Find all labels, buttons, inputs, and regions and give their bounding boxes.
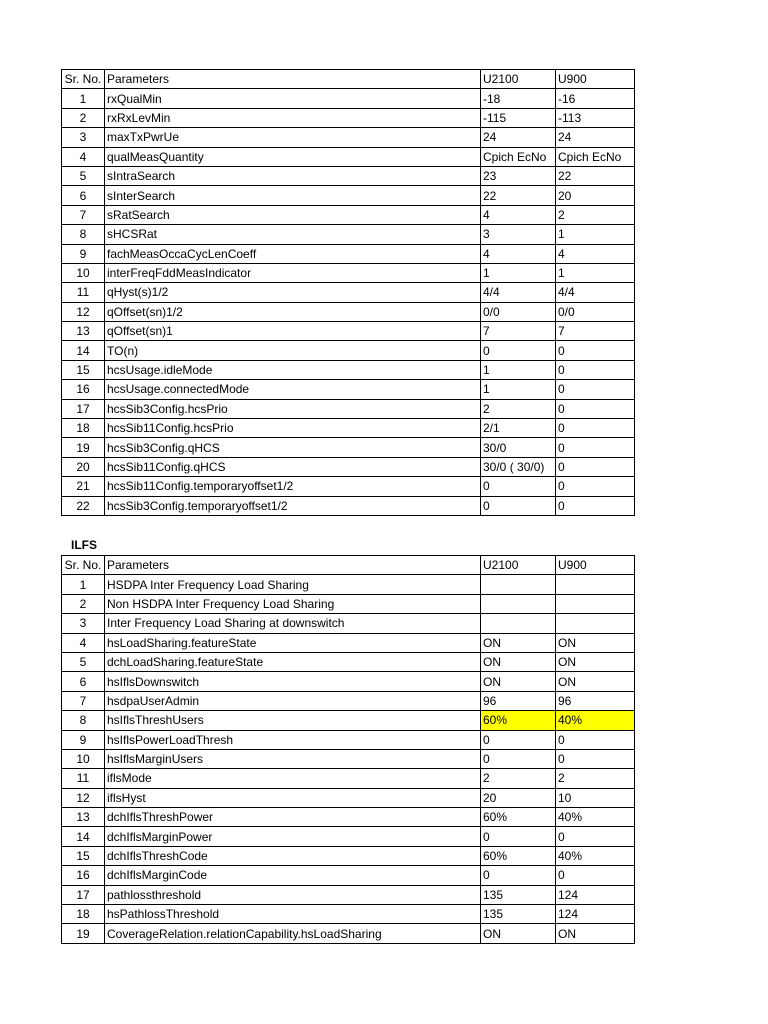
u2100-cell: 0 (481, 496, 556, 515)
parameters-table-body (62, 70, 635, 516)
u2100-cell: 1 (481, 360, 556, 379)
table-row (62, 749, 635, 768)
table-row (62, 205, 635, 224)
parameter-cell: dchIflsMarginPower (105, 827, 481, 846)
parameter-cell: sHCSRat (105, 225, 481, 244)
u900-cell: ON (556, 672, 635, 691)
parameter-cell: Non HSDPA Inter Frequency Load Sharing (105, 594, 481, 613)
header-row (62, 556, 635, 575)
column-header: U2100 (481, 556, 556, 575)
u2100-cell: 22 (481, 186, 556, 205)
sr-no-cell: 18 (62, 905, 105, 924)
table-row (62, 769, 635, 788)
parameter-cell: hcsSib11Config.temporaryoffset1/2 (105, 477, 481, 496)
sr-no-cell: 11 (62, 769, 105, 788)
parameter-cell: dchIflsMarginCode (105, 866, 481, 885)
u900-cell: 2 (556, 205, 635, 224)
u2100-cell: 0 (481, 827, 556, 846)
parameter-cell: sIntraSearch (105, 166, 481, 185)
table-row (62, 496, 635, 515)
table-row (62, 691, 635, 710)
u900-cell: 4/4 (556, 283, 635, 302)
parameter-cell: dchIflsThreshCode (105, 846, 481, 865)
table-row (62, 244, 635, 263)
u2100-cell: Cpich EcNo (481, 147, 556, 166)
u2100-cell: 0 (481, 341, 556, 360)
table-row (62, 633, 635, 652)
u900-cell: ON (556, 924, 635, 943)
table-row (62, 399, 635, 418)
u2100-cell: 1 (481, 380, 556, 399)
u900-cell: 0 (556, 827, 635, 846)
sr-no-cell: 6 (62, 672, 105, 691)
table-row (62, 186, 635, 205)
u2100-cell: 135 (481, 885, 556, 904)
u900-cell: 0 (556, 866, 635, 885)
table-row (62, 360, 635, 379)
sr-no-cell: 12 (62, 302, 105, 321)
sr-no-cell: 8 (62, 711, 105, 730)
sr-no-cell: 13 (62, 322, 105, 341)
u900-cell: 10 (556, 788, 635, 807)
table-row (62, 457, 635, 476)
u2100-cell: -18 (481, 89, 556, 108)
table-row (62, 827, 635, 846)
u900-cell: 1 (556, 225, 635, 244)
u900-cell: 0 (556, 477, 635, 496)
u2100-cell (481, 614, 556, 633)
parameter-cell: hcsSib11Config.hcsPrio (105, 419, 481, 438)
sr-no-cell: 19 (62, 924, 105, 943)
u2100-cell: 135 (481, 905, 556, 924)
u900-cell: -16 (556, 89, 635, 108)
sr-no-cell: 7 (62, 205, 105, 224)
u2100-cell: ON (481, 924, 556, 943)
table-row (62, 477, 635, 496)
sr-no-cell: 5 (62, 166, 105, 185)
u2100-cell: 0 (481, 477, 556, 496)
table-row (62, 147, 635, 166)
u2100-cell: 0 (481, 749, 556, 768)
u2100-cell: ON (481, 652, 556, 671)
u2100-cell: 2/1 (481, 419, 556, 438)
table-row (62, 924, 635, 943)
sr-no-cell: 17 (62, 885, 105, 904)
u2100-cell: 24 (481, 128, 556, 147)
column-header: Sr. No. (62, 556, 105, 575)
header-row (62, 70, 635, 89)
table-row (62, 225, 635, 244)
u900-cell: 0 (556, 749, 635, 768)
table-row (62, 283, 635, 302)
parameter-cell: hcsUsage.idleMode (105, 360, 481, 379)
table-row (62, 263, 635, 282)
parameter-cell: hsIflsDownswitch (105, 672, 481, 691)
parameter-cell: hcsSib11Config.qHCS (105, 457, 481, 476)
parameter-cell: rxQualMin (105, 89, 481, 108)
sr-no-cell: 9 (62, 730, 105, 749)
u900-cell: 7 (556, 322, 635, 341)
u900-cell (556, 614, 635, 633)
parameter-cell: qOffset(sn)1/2 (105, 302, 481, 321)
sr-no-cell: 2 (62, 108, 105, 127)
sr-no-cell: 15 (62, 846, 105, 865)
u900-cell: 40% (556, 711, 635, 730)
sr-no-cell: 3 (62, 128, 105, 147)
parameter-cell: hsIflsMarginUsers (105, 749, 481, 768)
u900-cell: 24 (556, 128, 635, 147)
u900-cell: 22 (556, 166, 635, 185)
parameter-cell: sInterSearch (105, 186, 481, 205)
sr-no-cell: 19 (62, 438, 105, 457)
parameters-table (61, 69, 635, 516)
sr-no-cell: 1 (62, 575, 105, 594)
column-header: U900 (556, 70, 635, 89)
u900-cell: 0 (556, 360, 635, 379)
u2100-cell: 23 (481, 166, 556, 185)
table-row (62, 866, 635, 885)
u900-cell: 1 (556, 263, 635, 282)
u900-cell: 40% (556, 846, 635, 865)
column-header: Sr. No. (62, 70, 105, 89)
parameter-cell: dchLoadSharing.featureState (105, 652, 481, 671)
sr-no-cell: 3 (62, 614, 105, 633)
sr-no-cell: 15 (62, 360, 105, 379)
sr-no-cell: 22 (62, 496, 105, 515)
u2100-cell (481, 594, 556, 613)
u900-cell: 0 (556, 496, 635, 515)
u900-cell: ON (556, 652, 635, 671)
u900-cell: 0 (556, 730, 635, 749)
sr-no-cell: 17 (62, 399, 105, 418)
sr-no-cell: 4 (62, 147, 105, 166)
ilfs-table (61, 555, 635, 944)
parameter-cell: hcsSib3Config.hcsPrio (105, 399, 481, 418)
parameter-cell: hsIflsThreshUsers (105, 711, 481, 730)
table-row (62, 672, 635, 691)
u2100-cell: 0/0 (481, 302, 556, 321)
parameter-cell: HSDPA Inter Frequency Load Sharing (105, 575, 481, 594)
column-header: Parameters (105, 70, 481, 89)
u900-cell: 40% (556, 808, 635, 827)
parameter-cell: dchIflsThreshPower (105, 808, 481, 827)
parameter-cell: qualMeasQuantity (105, 147, 481, 166)
u2100-cell: 60% (481, 711, 556, 730)
sr-no-cell: 9 (62, 244, 105, 263)
parameter-cell: maxTxPwrUe (105, 128, 481, 147)
u2100-cell: 96 (481, 691, 556, 710)
column-header: U2100 (481, 70, 556, 89)
parameter-cell: hcsSib3Config.qHCS (105, 438, 481, 457)
sr-no-cell: 21 (62, 477, 105, 496)
u900-cell: 4 (556, 244, 635, 263)
sr-no-cell: 2 (62, 594, 105, 613)
u2100-cell: 4 (481, 244, 556, 263)
parameter-cell: hcsSib3Config.temporaryoffset1/2 (105, 496, 481, 515)
parameter-cell: interFreqFddMeasIndicator (105, 263, 481, 282)
sr-no-cell: 14 (62, 341, 105, 360)
column-header: Parameters (105, 556, 481, 575)
parameter-cell: hcsUsage.connectedMode (105, 380, 481, 399)
table-row (62, 341, 635, 360)
table-row (62, 808, 635, 827)
sr-no-cell: 10 (62, 263, 105, 282)
sr-no-cell: 12 (62, 788, 105, 807)
parameter-cell: iflsHyst (105, 788, 481, 807)
u2100-cell: ON (481, 633, 556, 652)
u2100-cell: 0 (481, 866, 556, 885)
u2100-cell: 30/0 (481, 438, 556, 457)
u2100-cell: 60% (481, 846, 556, 865)
u2100-cell: 0 (481, 730, 556, 749)
sr-no-cell: 8 (62, 225, 105, 244)
u2100-cell: 60% (481, 808, 556, 827)
u2100-cell: 2 (481, 399, 556, 418)
u900-cell: Cpich EcNo (556, 147, 635, 166)
parameter-cell: fachMeasOccaCycLenCoeff (105, 244, 481, 263)
u900-cell: 124 (556, 885, 635, 904)
ilfs-table-body (62, 556, 635, 944)
table-row (62, 380, 635, 399)
u2100-cell: -115 (481, 108, 556, 127)
parameter-cell: TO(n) (105, 341, 481, 360)
sr-no-cell: 7 (62, 691, 105, 710)
u2100-cell (481, 575, 556, 594)
u2100-cell: 3 (481, 225, 556, 244)
table-row (62, 652, 635, 671)
sr-no-cell: 18 (62, 419, 105, 438)
table-row (62, 730, 635, 749)
u900-cell: 0 (556, 399, 635, 418)
table-row (62, 302, 635, 321)
u900-cell: 20 (556, 186, 635, 205)
sr-no-cell: 13 (62, 808, 105, 827)
parameter-cell: hsLoadSharing.featureState (105, 633, 481, 652)
parameter-cell: Inter Frequency Load Sharing at downswitch (105, 614, 481, 633)
table-row (62, 108, 635, 127)
u2100-cell: 1 (481, 263, 556, 282)
u900-cell (556, 594, 635, 613)
u2100-cell: 4 (481, 205, 556, 224)
u900-cell: 0 (556, 457, 635, 476)
u900-cell: 96 (556, 691, 635, 710)
table-row (62, 594, 635, 613)
u900-cell (556, 575, 635, 594)
u900-cell: 0 (556, 419, 635, 438)
table-row (62, 166, 635, 185)
parameter-cell: iflsMode (105, 769, 481, 788)
parameter-cell: hsdpaUserAdmin (105, 691, 481, 710)
parameter-cell: qHyst(s)1/2 (105, 283, 481, 302)
column-header: U900 (556, 556, 635, 575)
sr-no-cell: 16 (62, 380, 105, 399)
ilfs-section-title: ILFS (71, 538, 97, 552)
parameter-cell: CoverageRelation.relationCapability.hsLoadSharing (105, 924, 481, 943)
u900-cell: 0/0 (556, 302, 635, 321)
table-row (62, 905, 635, 924)
table-row (62, 128, 635, 147)
parameter-cell: sRatSearch (105, 205, 481, 224)
u2100-cell: 20 (481, 788, 556, 807)
sr-no-cell: 6 (62, 186, 105, 205)
table-row (62, 614, 635, 633)
parameter-cell: hsIflsPowerLoadThresh (105, 730, 481, 749)
u2100-cell: 30/0 ( 30/0) (481, 457, 556, 476)
u900-cell: -113 (556, 108, 635, 127)
u2100-cell: 7 (481, 322, 556, 341)
table-row (62, 711, 635, 730)
table-row (62, 419, 635, 438)
parameter-cell: rxRxLevMin (105, 108, 481, 127)
sr-no-cell: 14 (62, 827, 105, 846)
sr-no-cell: 5 (62, 652, 105, 671)
u900-cell: 0 (556, 341, 635, 360)
sr-no-cell: 16 (62, 866, 105, 885)
u900-cell: 2 (556, 769, 635, 788)
table-row (62, 322, 635, 341)
table-row (62, 575, 635, 594)
u2100-cell: 2 (481, 769, 556, 788)
sr-no-cell: 20 (62, 457, 105, 476)
sr-no-cell: 11 (62, 283, 105, 302)
sr-no-cell: 10 (62, 749, 105, 768)
table-row (62, 89, 635, 108)
u2100-cell: ON (481, 672, 556, 691)
u900-cell: ON (556, 633, 635, 652)
u900-cell: 0 (556, 438, 635, 457)
u900-cell: 124 (556, 905, 635, 924)
u2100-cell: 4/4 (481, 283, 556, 302)
u900-cell: 0 (556, 380, 635, 399)
sr-no-cell: 4 (62, 633, 105, 652)
table-row (62, 885, 635, 904)
sr-no-cell: 1 (62, 89, 105, 108)
table-row (62, 438, 635, 457)
table-row (62, 846, 635, 865)
parameter-cell: qOffset(sn)1 (105, 322, 481, 341)
parameter-cell: pathlossthreshold (105, 885, 481, 904)
table-row (62, 788, 635, 807)
parameter-cell: hsPathlossThreshold (105, 905, 481, 924)
